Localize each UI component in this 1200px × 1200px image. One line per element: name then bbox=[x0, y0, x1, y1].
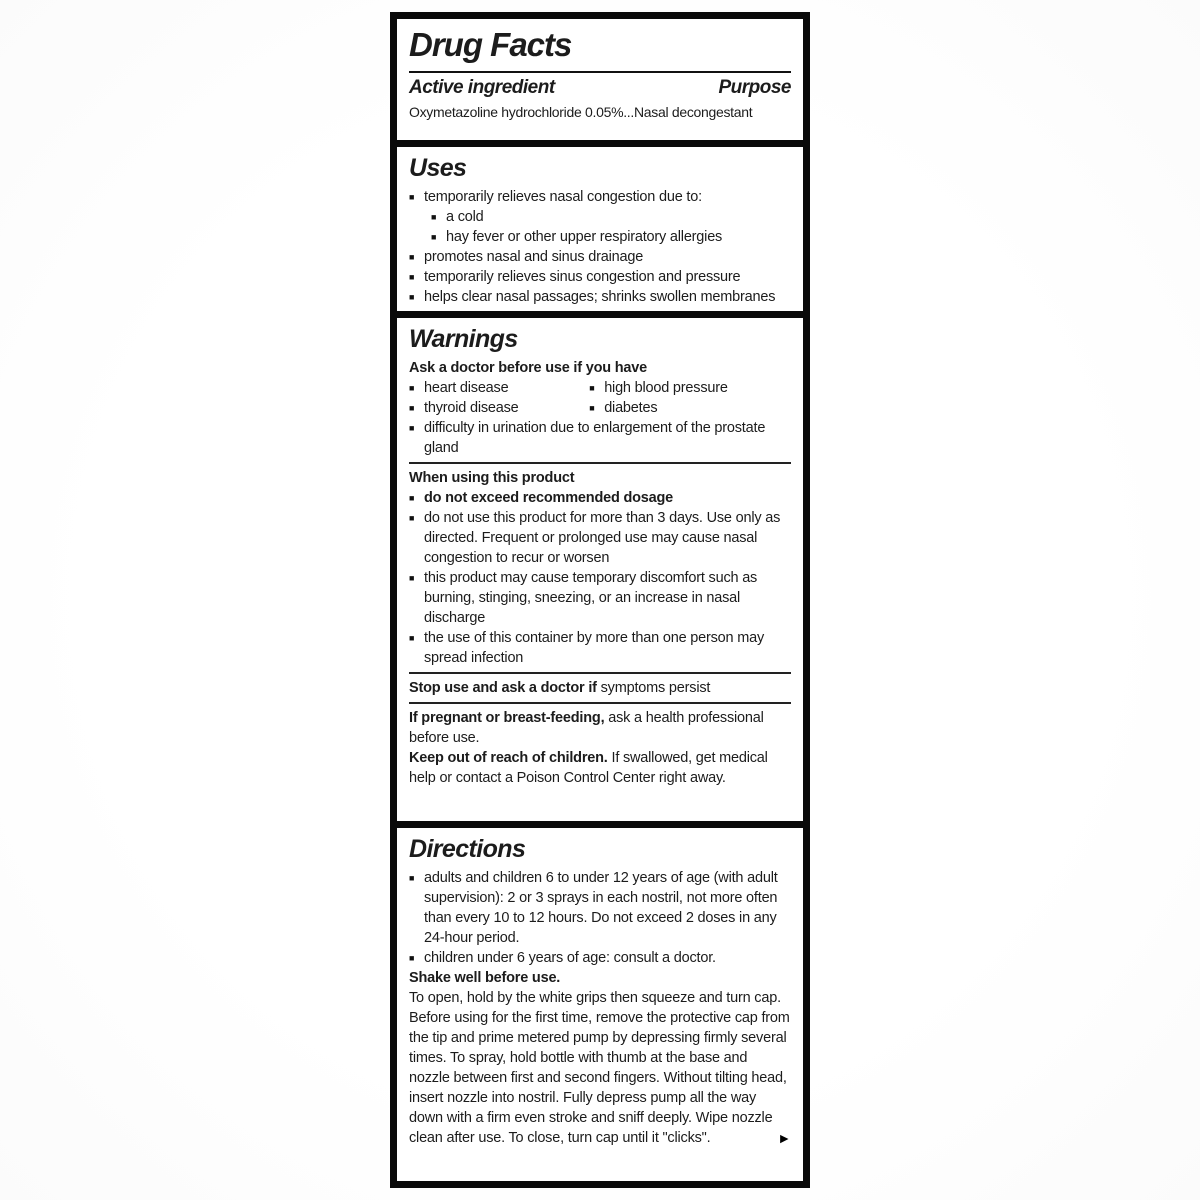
drug-facts-title: Drug Facts bbox=[409, 26, 572, 63]
stop-use-rest: symptoms persist bbox=[600, 680, 711, 696]
uses-item-text: helps clear nasal passages; shrinks swollen membranes bbox=[424, 289, 776, 305]
when-using-text: this product may cause temporary discomfort such as burning, stinging, sneezing, or an increase in nasal discharge bbox=[424, 570, 758, 626]
bullet-square-icon: ■ bbox=[409, 252, 415, 262]
condition-item-long bbox=[409, 418, 791, 458]
when-using-item bbox=[409, 508, 791, 568]
when-using-text: the use of this container by more than one person may spread infection bbox=[424, 630, 765, 666]
directions-item-text: adults and children 6 to under 12 years of age (with adult supervision): 2 or 3 sprays in each nostril, not more often than every 10 to 12 hours. Do not exceed 2 doses in any 24-hour period. bbox=[424, 870, 778, 946]
when-using-text: do not exceed recommended dosage bbox=[424, 490, 674, 506]
directions-section bbox=[397, 828, 803, 1181]
keep-out-line bbox=[409, 748, 791, 788]
bullet-square-icon: ■ bbox=[409, 953, 415, 963]
bullet-square-icon: ■ bbox=[589, 383, 595, 393]
uses-item-text: temporarily relieves sinus congestion and pressure bbox=[424, 269, 741, 285]
condition-text: thyroid disease bbox=[424, 400, 519, 416]
ask-doctor-heading: Ask a doctor before use if you have bbox=[409, 360, 647, 376]
condition-text: diabetes bbox=[604, 400, 658, 416]
directions-item bbox=[409, 868, 791, 948]
bullet-square-icon: ■ bbox=[431, 212, 437, 222]
condition-item bbox=[409, 378, 589, 398]
bullet-square-icon: ■ bbox=[431, 232, 437, 242]
stop-use-bold: Stop use and ask a doctor if bbox=[409, 680, 597, 696]
when-using-item bbox=[409, 628, 791, 668]
uses-sub-item bbox=[431, 227, 791, 247]
directions-item bbox=[409, 948, 791, 968]
warnings-section bbox=[397, 318, 803, 821]
bullet-square-icon: ■ bbox=[409, 633, 415, 643]
uses-sub-item bbox=[431, 207, 791, 227]
uses-title: Uses bbox=[409, 154, 467, 182]
warnings-title: Warnings bbox=[409, 325, 518, 353]
when-using-heading: When using this product bbox=[409, 470, 575, 486]
shake-well-heading: Shake well before use. bbox=[409, 970, 561, 986]
uses-item bbox=[409, 267, 791, 287]
header-section bbox=[397, 19, 803, 140]
uses-item-text: promotes nasal and sinus drainage bbox=[424, 249, 644, 265]
condition-item bbox=[589, 378, 791, 398]
bullet-square-icon: ■ bbox=[409, 403, 415, 413]
keep-out-bold: Keep out of reach of children. bbox=[409, 750, 608, 766]
pregnant-line bbox=[409, 708, 791, 748]
active-ingredient-value: Oxymetazoline hydrochloride 0.05%...Nasal decongestant bbox=[409, 104, 753, 120]
bullet-square-icon: ■ bbox=[589, 403, 595, 413]
uses-item bbox=[409, 247, 791, 267]
bullet-square-icon: ■ bbox=[409, 272, 415, 282]
bullet-square-icon: ■ bbox=[409, 573, 415, 583]
condition-item bbox=[409, 398, 589, 418]
bullet-square-icon: ■ bbox=[409, 292, 415, 302]
when-using-text: do not use this product for more than 3 days. Use only as directed. Frequent or prolonged use may cause nasal congestion to recur or worsen bbox=[424, 510, 781, 566]
directions-body-text: To open, hold by the white grips then squeeze and turn cap. Before using for the first time, remove the protective cap from the tip and prime metered pump by depressing firmly several times. To spray, hold bottle with thumb at the base and nozzle between first and second fingers. Without tilting head, insert nozzle into nostril. Fully depress pump all the way down with a firm even stroke and sniff deeply. Wipe nozzle clean after use. To close, turn cap until it "clicks". bbox=[409, 990, 790, 1146]
header-divider bbox=[409, 71, 791, 73]
continue-arrow-icon: ► bbox=[777, 1130, 791, 1146]
pregnant-bold: If pregnant or breast-feeding, bbox=[409, 710, 605, 726]
directions-body-wrap bbox=[409, 988, 791, 1148]
warnings-divider bbox=[409, 672, 791, 674]
uses-item bbox=[409, 287, 791, 307]
when-using-item bbox=[409, 488, 791, 508]
directions-title: Directions bbox=[409, 835, 526, 863]
purpose-label: Purpose bbox=[718, 77, 791, 98]
when-using-item bbox=[409, 568, 791, 628]
warnings-divider bbox=[409, 702, 791, 704]
warnings-divider bbox=[409, 462, 791, 464]
active-ingredient-label: Active ingredient bbox=[409, 77, 555, 98]
bullet-square-icon: ■ bbox=[409, 873, 415, 883]
pregnant-rest: ask a health professional before use. bbox=[409, 710, 764, 746]
bullet-square-icon: ■ bbox=[409, 513, 415, 523]
bullet-square-icon: ■ bbox=[409, 423, 415, 433]
bullet-square-icon: ■ bbox=[409, 493, 415, 503]
condition-text: heart disease bbox=[424, 380, 509, 396]
condition-text: high blood pressure bbox=[604, 380, 728, 396]
keep-out-rest: If swallowed, get medical help or contact a Poison Control Center right away. bbox=[409, 750, 768, 786]
uses-section bbox=[397, 147, 803, 311]
uses-item-text: hay fever or other upper respiratory allergies bbox=[446, 229, 723, 245]
conditions-grid bbox=[409, 378, 791, 418]
bullet-square-icon: ■ bbox=[409, 383, 415, 393]
condition-item bbox=[589, 398, 791, 418]
active-ingredient-row bbox=[409, 78, 791, 98]
uses-item bbox=[409, 187, 791, 207]
condition-text: difficulty in urination due to enlargement of the prostate gland bbox=[424, 420, 766, 456]
directions-item-text: children under 6 years of age: consult a doctor. bbox=[424, 950, 716, 966]
uses-item-text: a cold bbox=[446, 209, 484, 225]
drug-facts-panel bbox=[390, 12, 810, 1188]
uses-item-text: temporarily relieves nasal congestion due to: bbox=[424, 189, 702, 205]
bullet-square-icon: ■ bbox=[409, 192, 415, 202]
stop-use-line bbox=[409, 678, 791, 698]
